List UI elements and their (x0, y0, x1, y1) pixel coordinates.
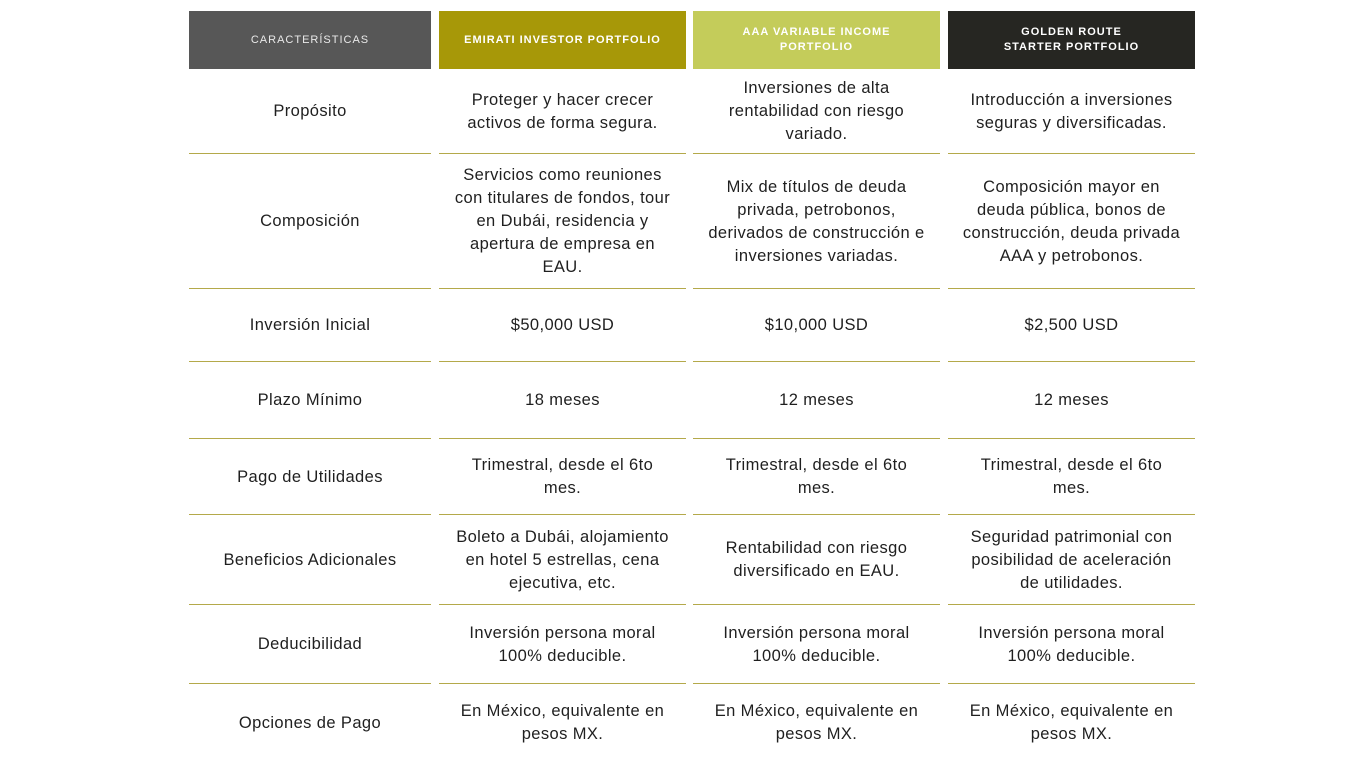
cell-aaa: En México, equivalente en pesos MX. (714, 702, 919, 743)
table-header-row (189, 11, 1195, 69)
table-row-initial-investment (189, 289, 1195, 362)
cell-emirati: Inversión persona moral 100% deducible. (439, 605, 686, 684)
row-label: Plazo Mínimo (189, 362, 431, 439)
cell-emirati: En México, equivalente en pesos MX. (460, 702, 665, 743)
row-label: Beneficios Adicionales (189, 515, 431, 605)
cell-golden: 12 meses (948, 362, 1195, 439)
cell-emirati: Servicios como reuniones con titulares de fondos, tour en Dubái, residencia y apertura de empresa en EAU. (439, 154, 686, 289)
cell-golden: Seguridad patrimonial con posibilidad de aceleración de utilidades. (948, 515, 1195, 605)
table-row-payment-options (189, 684, 1195, 762)
cell-emirati: Boleto a Dubái, alojamiento en hotel 5 estrellas, cena ejecutiva, etc. (439, 515, 686, 605)
cell-aaa: Rentabilidad con riesgo diversificado en EAU. (693, 515, 940, 605)
cell-emirati: Proteger y hacer crecer activos de forma segura. (439, 69, 686, 154)
row-label: Inversión Inicial (189, 289, 431, 362)
cell-aaa: 12 meses (693, 362, 940, 439)
row-label: Opciones de Pago (238, 713, 382, 732)
cell-emirati: $50,000 USD (439, 289, 686, 362)
cell-golden: Introducción a inversiones seguras y diversificadas. (948, 69, 1195, 154)
cell-golden: En México, equivalente en pesos MX. (969, 702, 1174, 743)
cell-emirati: Trimestral, desde el 6to mes. (439, 439, 686, 515)
table-row-profit-payment (189, 439, 1195, 515)
table-row-deductibility (189, 605, 1195, 684)
table-row-additional-benefits (189, 515, 1195, 605)
cell-aaa: $10,000 USD (693, 289, 940, 362)
row-label: Composición (189, 154, 431, 289)
cell-aaa: Mix de títulos de deuda privada, petrobonos, derivados de construcción e inversiones variadas. (693, 154, 940, 289)
header-emirati-investor-portfolio: EMIRATI INVESTOR PORTFOLIO (439, 11, 686, 69)
header-aaa-variable-income-portfolio: AAA VARIABLE INCOME PORTFOLIO (693, 11, 940, 69)
portfolio-comparison-table (189, 11, 1195, 762)
cell-golden: Trimestral, desde el 6to mes. (948, 439, 1195, 515)
cell-emirati: 18 meses (439, 362, 686, 439)
header-golden-route-starter-portfolio: GOLDEN ROUTE STARTER PORTFOLIO (948, 11, 1195, 69)
cell-golden: Inversión persona moral 100% deducible. (948, 605, 1195, 684)
table-row-minimum-term (189, 362, 1195, 439)
row-label: Deducibilidad (189, 605, 431, 684)
cell-golden: Composición mayor en deuda pública, bonos de construcción, deuda privada AAA y petrobonos. (948, 154, 1195, 289)
header-features: CARACTERÍSTICAS (189, 11, 431, 69)
row-label: Pago de Utilidades (189, 439, 431, 515)
table-row-purpose (189, 69, 1195, 154)
cell-aaa: Trimestral, desde el 6to mes. (693, 439, 940, 515)
row-label: Propósito (189, 69, 431, 154)
cell-golden: $2,500 USD (948, 289, 1195, 362)
table-row-composition (189, 154, 1195, 289)
cell-aaa: Inversión persona moral 100% deducible. (693, 605, 940, 684)
cell-aaa: Inversiones de alta rentabilidad con riesgo variado. (693, 69, 940, 154)
